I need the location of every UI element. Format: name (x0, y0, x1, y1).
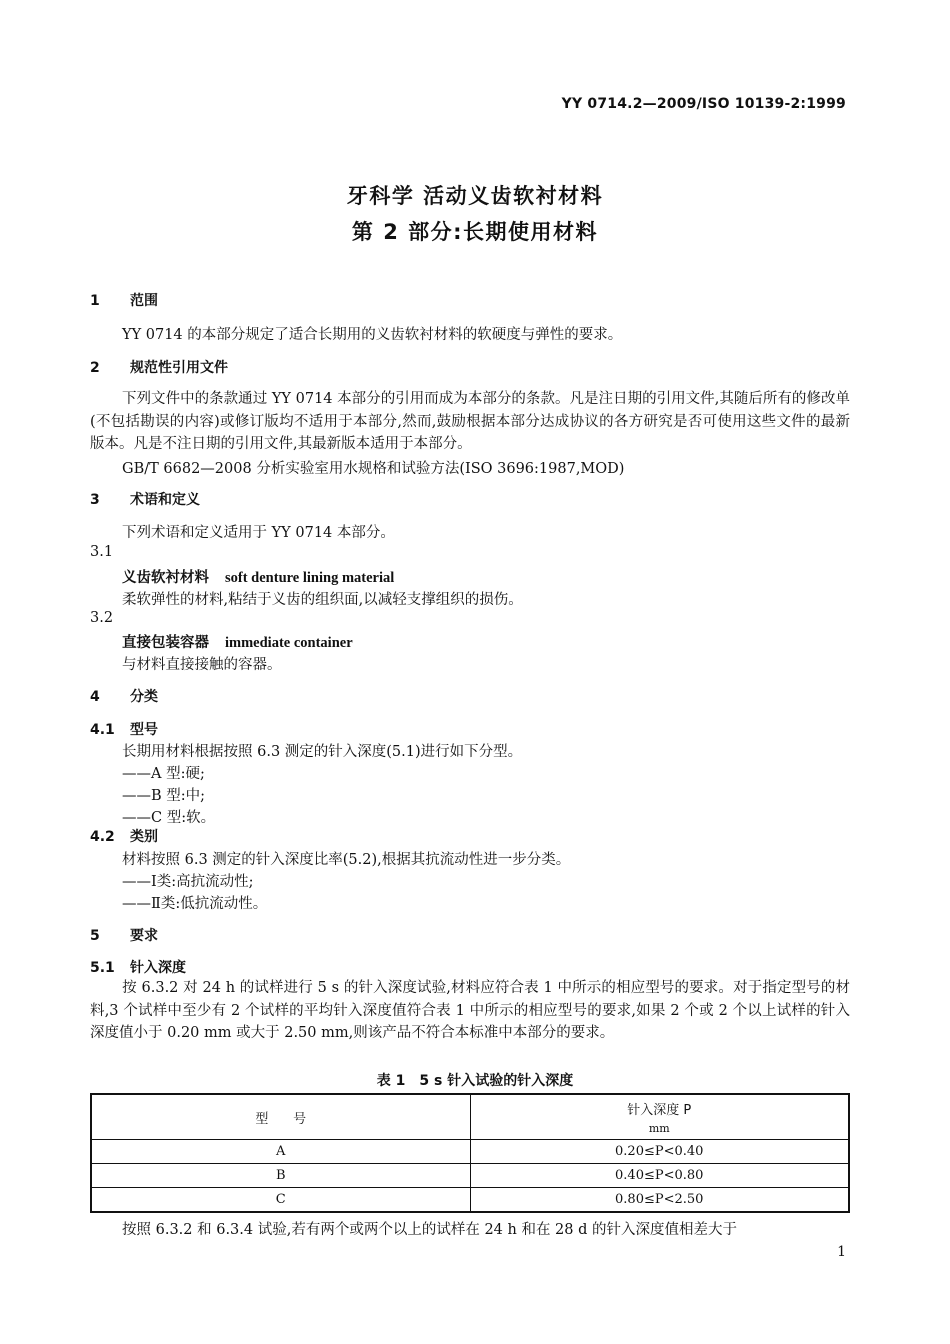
clause-3-1-number: 3.1 (90, 544, 114, 560)
clause-5-1-heading (90, 957, 186, 977)
normative-reference: GB/T 6682—2008 分析实验室用水规格和试验方法(ISO 3696:1987,MOD) (122, 461, 625, 477)
definition-3-2: 与材料直接接触的容器。 (122, 657, 282, 673)
paragraph-text: 按 6.3.2 对 24 h 的试样进行 5 s 的针入深度试验,材料应符合表 1 中所示的相应型号的要求。对于指定型号的材料,3 个试样中至少有 2 个试样的平均针入深度值符合表 1 中所示的相应型号的要求,如果 2 个或 2 个以上试样的针入深度值小于 0.20 mm 或大于 2.50 mm,则该产品不符合本标准中本部分的要求。 (90, 980, 850, 1041)
type-item: ——A 型:硬; (122, 766, 205, 782)
table-cell-range: 0.40≤P<0.80 (470, 1164, 849, 1188)
section-title: 术语和定义 (130, 492, 200, 508)
section-1-text: YY 0714 的本部分规定了适合长期用的义齿软衬材料的软硬度与弹性的要求。 (122, 327, 623, 343)
clause-4-1-text: 长期用材料根据按照 6.3 测定的针入深度(5.1)进行如下分型。 (122, 744, 523, 760)
section-number: 5.1 (90, 960, 115, 976)
section-number: 5 (90, 928, 100, 944)
section-3-heading (90, 489, 200, 509)
section-title: 范围 (130, 293, 158, 309)
document-subtitle: 第 2 部分:长期使用材料 (351, 220, 599, 244)
column-header-depth-label: 针入深度 P (627, 1103, 692, 1118)
table-caption-number: 表 1 (376, 1073, 406, 1089)
section-title: 分类 (130, 689, 158, 705)
page-number: 1 (837, 1244, 846, 1260)
column-header-depth (470, 1094, 849, 1140)
section-title: 型号 (130, 722, 158, 738)
document-title: 牙科学 活动义齿软衬材料 (346, 184, 604, 208)
term-english: immediate container (225, 635, 353, 651)
section-number: 4.2 (90, 829, 115, 845)
column-header-unit: mm (648, 1122, 670, 1135)
table-row (91, 1140, 849, 1164)
type-item: ——B 型:中; (122, 788, 206, 804)
section-number: 4 (90, 689, 100, 705)
section-1-heading (90, 290, 158, 310)
type-item: ——C 型:软。 (122, 810, 216, 826)
term-chinese: 义齿软衬材料 (122, 570, 209, 586)
after-table-text: 按照 6.3.2 和 6.3.4 试验,若有两个或两个以上的试样在 24 h 和在 28 d 的针入深度值相差大于 (122, 1222, 738, 1238)
clause-5-1-paragraph (90, 977, 850, 1045)
section-4-heading (90, 686, 158, 706)
paragraph-text: 下列文件中的条款通过 YY 0714 本部分的引用而成为本部分的条款。凡是注日期的引用文件,其随后所有的修改单(不包括勘误的内容)或修订版均不适用于本部分,然而,鼓励根据本部分达成协议的各方研究是否可使用这些文件的最新版本。凡是不注日期的引用文件,其最新版本适用于本部分。 (90, 391, 850, 452)
class-item: ——Ⅱ类:低抗流动性。 (122, 896, 268, 912)
section-title: 针入深度 (130, 960, 186, 976)
table-cell-range: 0.20≤P<0.40 (470, 1140, 849, 1164)
table-row (91, 1164, 849, 1188)
section-2-heading (90, 357, 228, 377)
table-row (91, 1188, 849, 1213)
section-5-heading (90, 925, 158, 945)
class-item: ——Ⅰ类:高抗流动性; (122, 874, 254, 890)
table-caption-text: 5 s 针入试验的针入深度 (419, 1073, 574, 1089)
table-1-caption (0, 1070, 950, 1090)
table-cell-type: B (91, 1164, 470, 1188)
section-title: 类别 (130, 829, 158, 845)
clause-4-2-heading (90, 826, 158, 846)
section-number: 1 (90, 293, 100, 309)
definition-3-1: 柔软弹性的材料,粘结于义齿的组织面,以减轻支撑组织的损伤。 (122, 592, 523, 608)
term-3-2 (122, 631, 353, 652)
term-english: soft denture lining material (225, 570, 395, 586)
section-number: 2 (90, 360, 100, 376)
term-3-1 (122, 566, 394, 587)
clause-4-2-text: 材料按照 6.3 测定的针入深度比率(5.2),根据其抗流动性进一步分类。 (122, 852, 571, 868)
section-2-paragraph (90, 388, 850, 456)
clause-3-2-number: 3.2 (90, 610, 114, 626)
table-cell-type: A (91, 1140, 470, 1164)
section-title: 要求 (130, 928, 158, 944)
table-cell-range: 0.80≤P<2.50 (470, 1188, 849, 1213)
section-number: 3 (90, 492, 100, 508)
section-3-intro: 下列术语和定义适用于 YY 0714 本部分。 (122, 525, 395, 541)
table-1 (90, 1093, 850, 1213)
standard-code: YY 0714.2—2009/ISO 10139-2:1999 (561, 96, 846, 112)
table-header-row (91, 1094, 849, 1140)
column-header-type: 型 号 (91, 1094, 470, 1140)
section-title: 规范性引用文件 (130, 360, 228, 376)
section-number: 4.1 (90, 722, 115, 738)
term-chinese: 直接包装容器 (122, 635, 209, 651)
table-cell-type: C (91, 1188, 470, 1213)
clause-4-1-heading (90, 719, 158, 739)
